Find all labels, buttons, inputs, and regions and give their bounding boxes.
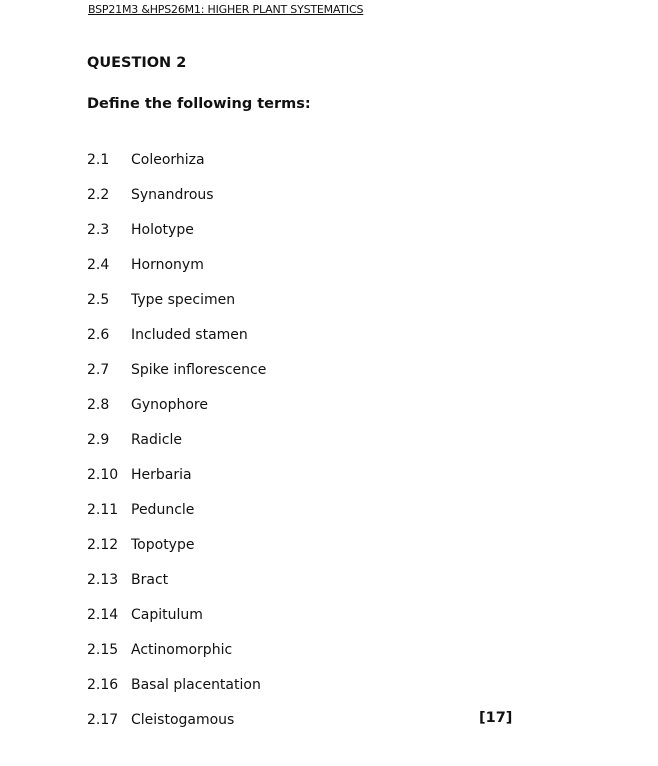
item-number: 2.4 (87, 257, 110, 273)
item-number: 2.2 (87, 187, 110, 203)
list-item (87, 325, 547, 360)
item-number: 2.13 (87, 572, 119, 588)
item-term: Peduncle (131, 502, 195, 518)
item-term: Radicle (131, 432, 182, 448)
item-term: Topotype (131, 537, 195, 553)
item-number: 2.11 (87, 502, 119, 518)
list-item (87, 150, 547, 185)
item-term: Actinomorphic (131, 642, 233, 658)
list-item (87, 395, 547, 430)
item-number: 2.5 (87, 292, 110, 308)
item-number: 2.6 (87, 327, 110, 343)
marks-total: [17] (479, 710, 513, 726)
list-item (87, 535, 547, 570)
list-item (87, 360, 547, 395)
list-item (87, 465, 547, 500)
list-item (87, 290, 547, 325)
item-term: Cleistogamous (131, 712, 235, 728)
item-term: Herbaria (131, 467, 192, 483)
item-term: Basal placentation (131, 677, 261, 693)
list-item (87, 430, 547, 465)
list-item (87, 605, 547, 640)
item-number: 2.14 (87, 607, 119, 623)
question-instruction: Define the following terms: (87, 96, 311, 112)
item-number: 2.15 (87, 642, 119, 658)
item-term: Synandrous (131, 187, 214, 203)
item-number: 2.10 (87, 467, 119, 483)
item-term: Gynophore (131, 397, 208, 413)
list-item (87, 500, 547, 535)
list-item (87, 220, 547, 255)
item-term: Capitulum (131, 607, 203, 623)
list-item (87, 710, 547, 745)
item-number: 2.16 (87, 677, 119, 693)
course-header: BSP21M3 &HPS26M1: HIGHER PLANT SYSTEMATICS (88, 3, 364, 16)
item-number: 2.17 (87, 712, 119, 728)
list-item (87, 640, 547, 675)
item-term: Hornonym (131, 257, 204, 273)
list-item (87, 570, 547, 605)
term-list (87, 150, 547, 745)
item-number: 2.12 (87, 537, 119, 553)
list-item (87, 675, 547, 710)
list-item (87, 185, 547, 220)
item-term: Bract (131, 572, 169, 588)
item-term: Included stamen (131, 327, 248, 343)
question-title: QUESTION 2 (87, 55, 187, 71)
item-term: Type specimen (131, 292, 236, 308)
item-number: 2.9 (87, 432, 110, 448)
item-number: 2.1 (87, 152, 110, 168)
item-term: Spike inflorescence (131, 362, 267, 378)
list-item (87, 255, 547, 290)
item-term: Coleorhiza (131, 152, 205, 168)
item-term: Holotype (131, 222, 194, 238)
item-number: 2.8 (87, 397, 110, 413)
item-number: 2.3 (87, 222, 110, 238)
item-number: 2.7 (87, 362, 110, 378)
